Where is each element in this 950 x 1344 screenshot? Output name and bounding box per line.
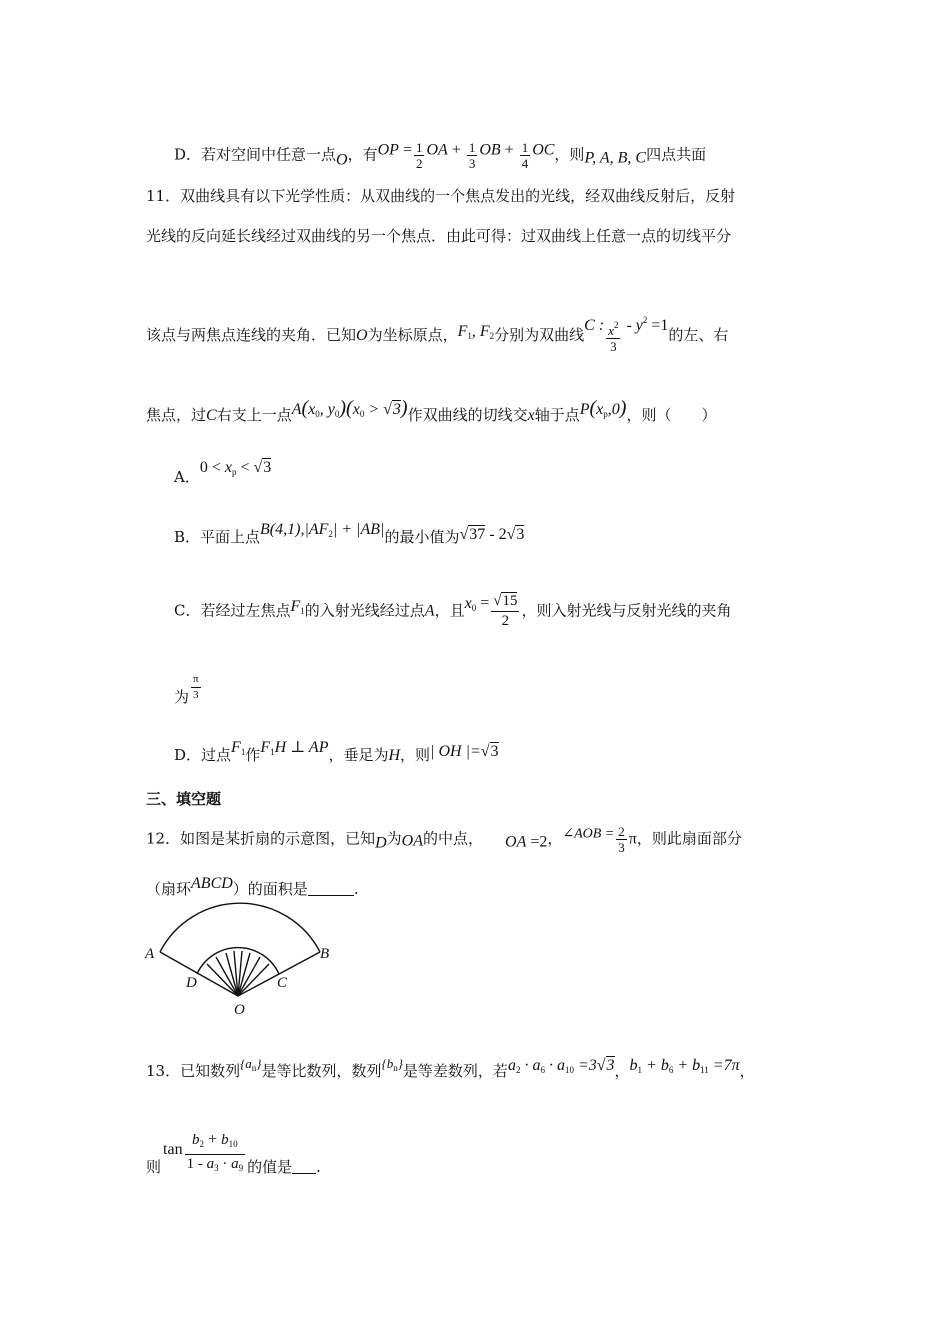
inner-arc xyxy=(197,948,279,974)
vector-op: OP xyxy=(377,141,399,159)
q10-option-d: D．若对空间中任意一点O，有OP = $\frac{1}{2}$ OA + $\frac{1}{3}$ OB + $\frac{1}{4}$ OC，则P, A, B, C四点共面 xyxy=(174,140,707,171)
q13-line-2: 则tan $\frac{b_2 + b_{10}}{1 - a_3 \cdot a_9}$ 的值是 . xyxy=(146,1131,321,1176)
label-d: D xyxy=(186,975,197,991)
folding-fan-figure xyxy=(140,900,340,1018)
fan-ribs xyxy=(207,951,269,996)
outer-arc xyxy=(160,903,320,952)
q11-line-2: 光线的反向延长线经过双曲线的另一个焦点．由此可得：过双曲线上任意一点的切线平分 xyxy=(146,227,732,245)
answer-blank-q12[interactable] xyxy=(308,879,354,896)
q12-line-2: （扇环ABCD）的面积是 . xyxy=(146,875,359,898)
q11-option-a: A．$0 < x_p < √3$ xyxy=(174,459,272,486)
q11-option-b: B．平面上点$B(4,1),|AF_2| + |AB|$的最小值为√37 - 2√3 xyxy=(174,521,525,546)
fraction-half: $\frac{1}{2}$ xyxy=(415,140,423,171)
q12-line-1: 12．如图是某折扇的示意图，已知D为OA的中点， OA =2，∠AOB = $\frac{2}{3}$ π，则此扇面部分 xyxy=(146,824,742,855)
fraction-third: $\frac{1}{3}$ xyxy=(468,140,476,171)
section-heading-fill-in: 三、填空题 xyxy=(146,790,222,808)
q11-line-4: 焦点，过C右支上一点$A(x_0$, $y_0)(x_0 > √3)$作双曲线的切线交x轴于点$P(x_p,0)$，则（ ） xyxy=(146,397,717,424)
fraction-quarter: $\frac{1}{4}$ xyxy=(521,140,529,171)
label-o: O xyxy=(234,1002,245,1018)
q11-line-3: 该点与两焦点连线的夹角．已知O为坐标原点，$F_1$, $F_2$分别为双曲线C : $\frac{x^2}{3}$ - $y^2 =1$的左、右 xyxy=(146,315,729,354)
q11-option-d: D．过点$F_1$作$F_1H$ ⊥ AP，垂足为H，则| OH |=√3 xyxy=(174,739,499,764)
label-b: B xyxy=(320,946,330,962)
q11-option-c-cont: 为 $\frac{\pi}{3}$ xyxy=(174,673,199,706)
label-c: C xyxy=(277,975,288,991)
answer-blank-q13[interactable] xyxy=(292,1157,316,1174)
q13-line-1: 13．已知数列$\{a_n\}$是等比数列，数列$\{b_n\}$是等差数列，若$a_2 \cdot a_6 \cdot a_{10} =3√3$，$b_1 + b_6 + b_{11} =7\pi$， xyxy=(146,1056,755,1080)
q11-option-c: C．若经过左焦点$F_1$的入射光线经过点A，且$x_0$ = $\frac{√15}{2}$ ，则入射光线与反射光线的夹角 xyxy=(174,593,732,629)
q11-line-1: 11．双曲线具有以下光学性质：从双曲线的一个焦点发出的光线，经双曲线反射后，反射 xyxy=(146,187,736,205)
label-a: A xyxy=(145,946,155,962)
